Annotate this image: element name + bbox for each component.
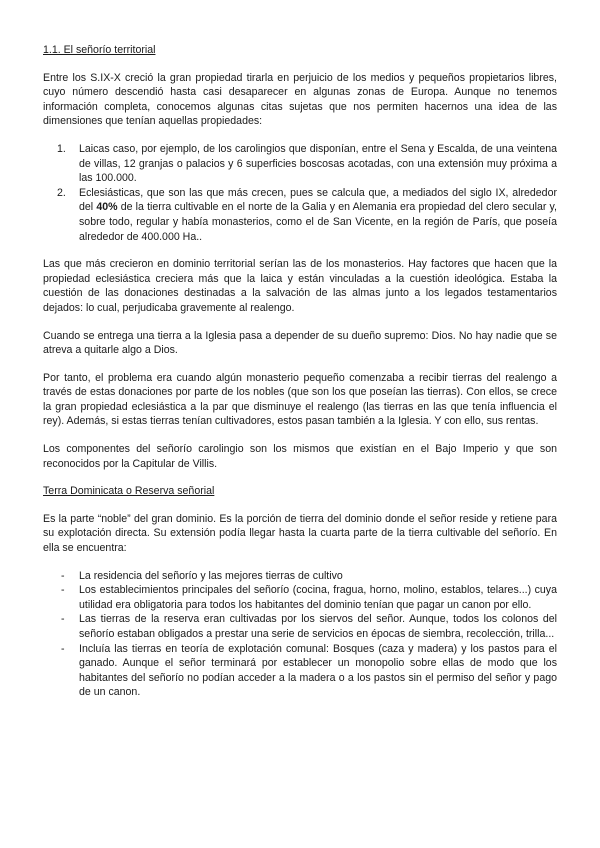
list-text: Laicas caso, por ejemplo, de los carolingios que disponían, entre el Sena y Escalda, de una veintena de villas, 12 granjas o palacios y 6 superficies boscosas acotadas, con una extensión muy próxima a las 100.000. [79,142,557,185]
bullet-text: Las tierras de la reserva eran cultivadas por los siervos del señor. Aunque, todos los colonos del señorío estaban obligados a prestar una serie de servicios en épocas de siembra, recolección, trilla... [79,613,557,640]
bullet-text: Los establecimientos principales del señorío (cocina, fragua, horno, molino, establos, telares...) cuya utilidad era obligatoria para todos los habitantes del dominio tenían que pagar un canon por ello. [79,584,557,611]
document-page [43,43,557,713]
bullet-marker: - [61,584,65,597]
bullet-marker: - [61,642,65,655]
bullet-item [43,612,557,641]
bold-percent: 40% [96,201,118,214]
list-text: Eclesiásticas, que son las que más crecen, pues se calcula que, a mediados del siglo IX, alrededor del [79,186,557,214]
paragraph: Los componentes del señorío carolingio son los mismos que existían en el Bajo Imperio y que son reconocidos por la Capitular de Villis. [43,443,557,470]
paragraph: Por tanto, el problema era cuando algún monasterio pequeño comenzaba a recibir tierras del realengo a través de estas donaciones por parte de los nobles (que son los que poseían las tierras). Con ellos, se crece la gran propiedad eclesiástica a la par que disminuye el realengo (las tierras en las que tenía influencia el rey). Además, si estas tierras tenían cultivadores, estos pasan también a la Iglesia. Y con ello, sus rentas. [43,371,557,428]
list-item [43,142,557,186]
bullet-marker: - [61,613,65,626]
subsection-intro: Es la parte “noble” del gran dominio. Es la porción de tierra del dominio donde el señor reside y retiene para su explotación directa. Su extensión podía llegar hasta la cuarta parte de la tierra cultivable del señorío. En ella se encuentra: [43,512,557,555]
numbered-list [43,142,557,244]
paragraph: Las que más crecieron en dominio territorial serían las de los monasterios. Hay factores que hacen que la propiedad eclesiástica creciera más que la laica y están vinculadas a la cuestión ideológica. Estaba la cuestión de las donaciones destinadas a la salvación de las almas junto a los legados testamentarios dejados: lo cual, perjudicaba gravemente al realengo. [43,258,557,314]
bullet-text: Incluía las tierras en teoría de explotación comunal: Bosques (caza y madera) y los pastos para el ganado. Aunque el señor terminará por establecer un monopolio sobre ellas de modo que los habitantes del señorío no podían acceder a la madera o a los pastos sin el permiso del señor y pago de un canon. [79,642,557,699]
section-title: 1.1. El señorío territorial [43,44,156,56]
bullet-list [43,569,557,700]
subsection-title: Terra Dominicata o Reserva señorial [43,485,215,498]
paragraph: Cuando se entrega una tierra a la Iglesia pasa a depender de su dueño supremo: Dios. No hay nadie que se atreva a quitarle algo a Dios. [43,329,557,357]
bullet-item [43,642,557,700]
list-number: 1. [57,142,66,155]
bullet-item [43,583,557,612]
bullet-item [43,569,557,584]
list-item [43,186,557,244]
bullet-text: La residencia del señorío y las mejores tierras de cultivo [79,569,343,582]
list-text: de la tierra cultivable en el norte de la Galia y en Alemania era propiedad del clero secular y, sobre todo, regular y había monasterios, como el de San Vicente, en la región de París, que poseía alrededor de 400.000 Ha.. [79,201,557,243]
intro-paragraph: Entre los S.IX-X creció la gran propiedad tirarla en perjuicio de los medios y pequeños propietarios libres, cuyo número descendió hasta casi desaparecer en algunas zonas de Europa. Aunque no tenemos información completa, conocemos algunas citas sujetas que nos permiten hacernos una idea de las dimensiones que tenían aquellas propiedades: [43,71,557,128]
bullet-marker: - [61,569,65,582]
list-number: 2. [57,186,66,199]
